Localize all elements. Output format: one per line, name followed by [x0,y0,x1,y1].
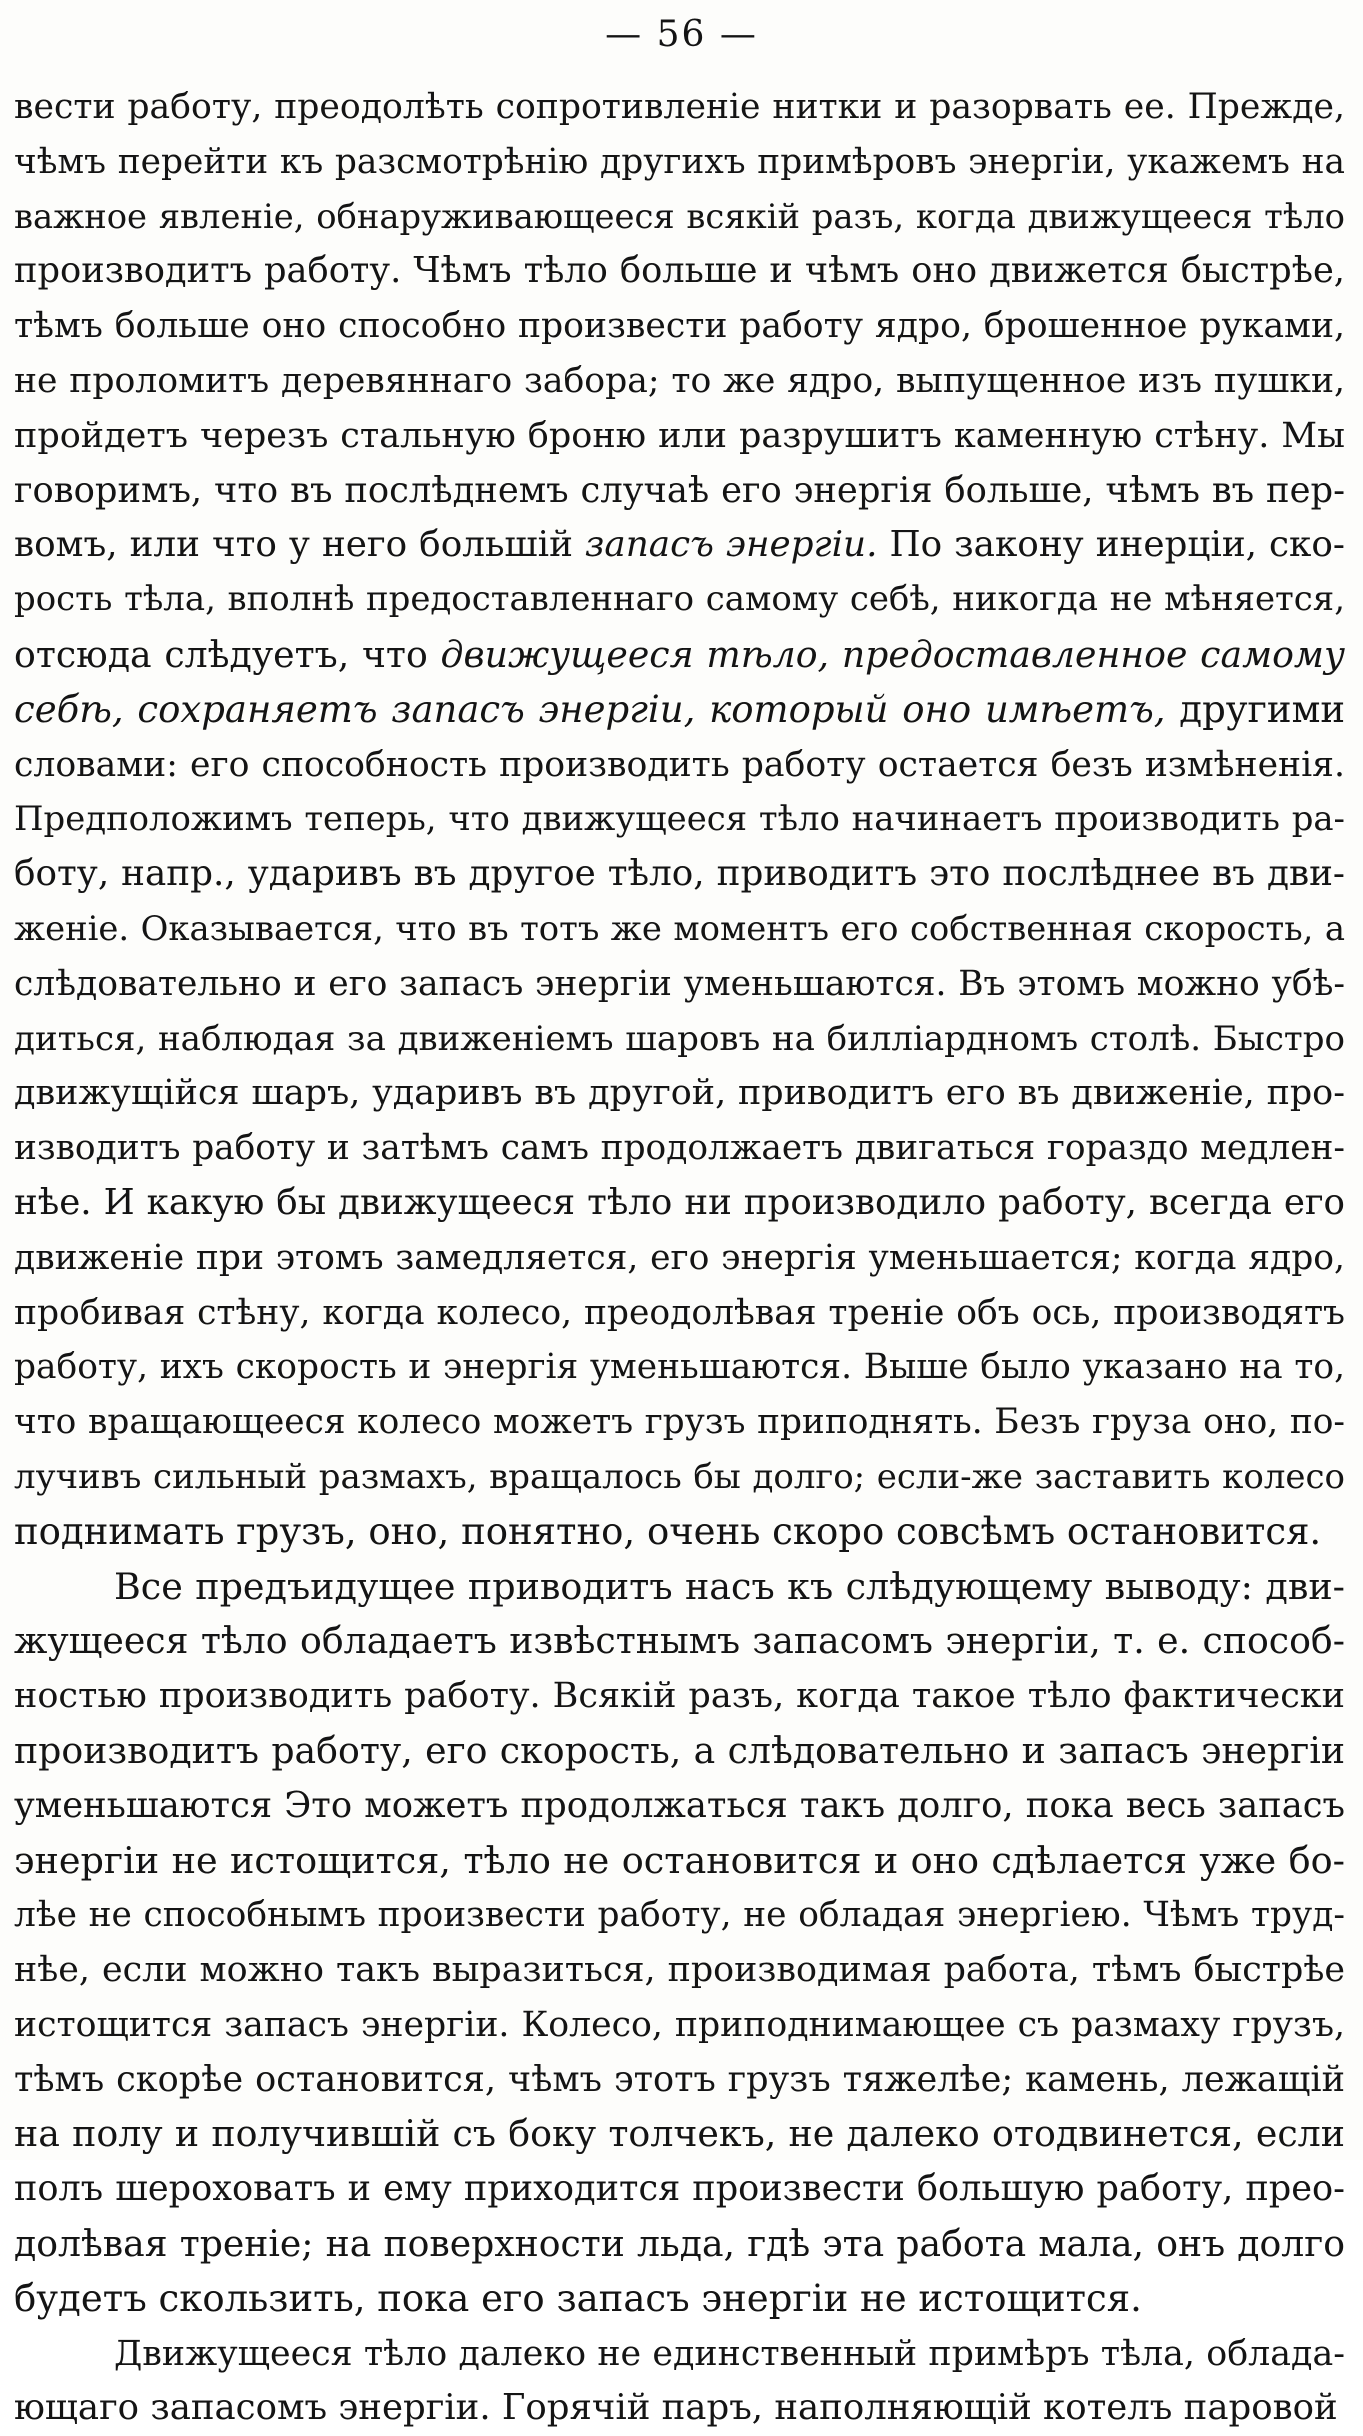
text-line [14,1888,1345,1943]
text-line [14,1066,1345,1121]
paragraph [14,1560,1345,2327]
text-segment: вомъ, или что у него большій [14,524,585,566]
text-segment: словами: его способность производить работу остается безъ измѣненія. [14,744,1345,785]
text-line [14,573,1345,628]
page-number: — 56 — [605,14,758,55]
text-segment: ющаго запасомъ энергіи. Горячій паръ, наполняющій котелъ паровой [14,2387,1338,2429]
text-segment: отсюда слѣдуетъ, что [14,632,441,676]
text-line [14,738,1345,793]
italic-text: запасъ энергіи. [584,524,878,566]
text-line [14,957,1345,1012]
text-line [14,1012,1345,1067]
text-segment: изводитъ работу и затѣмъ самъ продолжаетъ двигаться гораздо медлен- [14,1128,1345,1169]
text-segment: движущійся шаръ, ударивъ въ другой, приводитъ его въ движеніе, про- [14,1073,1345,1114]
text-line [14,1669,1345,1724]
text-line [14,1779,1345,1834]
text-segment: работу, ихъ скорость и энергія уменьшаются. Выше было указано на то, [14,1347,1345,1388]
text-segment: производитъ работу. Чѣмъ тѣло больше и чѣмъ оно движется быстрѣе, [14,250,1345,292]
text-segment: тѣмъ скорѣе остановится, чѣмъ этотъ грузъ тяжелѣе; камень, лежащій [14,2058,1345,2100]
text-segment: лѣе не способнымъ произвести работу, не обладая энергіею. Чѣмъ труд- [14,1895,1345,1936]
text-line [14,1943,1345,1998]
text-segment: тѣмъ больше оно способно произвести работу ядро, брошенное руками, [14,306,1345,347]
text-line [14,1395,1345,1450]
italic-text: себѣ, сохраняетъ запасъ энергіи, который оно имѣетъ, [14,687,1166,731]
text-segment: производитъ работу, его скорость, а слѣдовательно и запасъ энергіи [14,1728,1345,1772]
text-line [14,628,1345,683]
text-segment: уменьшаются Это можетъ продолжаться такъ долго, пока весь запасъ [14,1784,1345,1826]
text-line [14,464,1345,519]
text-line [14,1834,1345,1889]
text-segment: диться, наблюдая за движеніемъ шаровъ на билліардномъ столѣ. Быстро [14,1018,1345,1059]
text-line [14,1560,1345,1615]
text-line [14,1724,1345,1779]
text-line [14,1450,1345,1505]
text-line [14,135,1345,190]
text-segment: лучивъ сильный размахъ, вращалось бы долго; если-же заставить колесо [14,1456,1345,1497]
paragraph [14,80,1345,1560]
text-segment: слѣдовательно и его запасъ энергіи уменьшаются. Въ этомъ можно убѣ- [14,963,1345,1004]
italic-text: движущееся тѣло, предоставленное самому [440,632,1345,676]
text-segment: истощится запасъ энергіи. Колесо, приподнимающее съ размаху грузъ, [14,2004,1345,2045]
text-line [14,354,1345,409]
text-segment: будетъ скользить, пока его запасъ энергіи не истощится. [14,2276,1142,2320]
text-segment: полъ шероховатъ и ему приходится произвести большую работу, прео- [14,2168,1345,2210]
text-line [14,190,1345,245]
text-segment: пробивая стѣну, когда колесо, преодолѣвая треніе объ ось, производятъ [14,1292,1345,1333]
text-segment: Движущееся тѣло далеко не единственный примѣръ тѣла, облада- [114,2333,1345,2374]
text-line [14,518,1345,573]
text-line [14,80,1345,135]
text-line [14,2107,1345,2162]
text-line [14,2162,1345,2217]
text-line [14,683,1345,738]
text-line [14,1231,1345,1286]
text-segment: пройдетъ черезъ стальную броню или разрушитъ каменную стѣну. Мы [14,415,1345,456]
text-segment: не проломитъ деревяннаго забора; то же ядро, выпущенное изъ пушки, [14,360,1345,401]
text-line [14,2381,1345,2436]
text-line [14,2053,1345,2108]
text-segment: боту, напр., ударивъ въ другое тѣло, приводитъ это послѣднее въ дви- [14,853,1345,895]
text-segment: нѣе, если можно такъ выразиться, производимая работа, тѣмъ быстрѣе [14,1950,1345,1991]
text-segment: чѣмъ перейти къ разсмотрѣнію другихъ примѣровъ энергіи, укажемъ на [14,141,1345,182]
paragraph [14,2327,1345,2436]
text-segment: жущееся тѣло обладаетъ извѣстнымъ запасомъ энергіи, т. е. способ- [14,1619,1345,1663]
text-line [14,1176,1345,1231]
text-line [14,1614,1345,1669]
text-segment: Все предъидущее приводитъ насъ къ слѣдующему выводу: дви- [114,1564,1345,1608]
text-line [14,1505,1345,1560]
text-segment: женіе. Оказывается, что въ тотъ же моментъ его собственная скорость, а [14,908,1345,948]
text-segment: энергіи не истощится, тѣло не остановится и оно сдѣлается уже бо- [14,1838,1345,1882]
text-segment: нѣе. И какую бы движущееся тѣло ни производило работу, всегда его [14,1181,1345,1223]
text-segment: говоримъ, что въ послѣднемъ случаѣ его энергія больше, чѣмъ въ пер- [14,469,1345,511]
text-line [14,244,1345,299]
text-line [14,847,1345,902]
text-line [14,2272,1345,2327]
text-line [14,902,1345,957]
text-segment: ностью производить работу. Всякій разъ, когда такое тѣло фактически [14,1676,1345,1717]
text-line [14,409,1345,464]
text-segment: вести работу, преодолѣть сопротивленіе нитки и разорвать ее. Прежде, [14,87,1345,127]
text-segment: долѣвая треніе; на поверхности льда, гдѣ эта работа мала, онъ долго [14,2222,1345,2266]
text-line [14,1121,1345,1176]
text-segment: поднимать грузъ, оно, понятно, очень скоро совсѣмъ остановится. [14,1509,1322,1553]
text-line [14,1286,1345,1341]
text-segment: другими [1165,687,1345,731]
text-line [14,1998,1345,2053]
text-segment: движеніе при этомъ замедляется, его энергія уменьшается; когда ядро, [14,1237,1345,1278]
text-segment: на полу и получившій съ боку толчекъ, не далеко отодвинется, если [14,2112,1345,2156]
text-segment: По закону инерціи, ско- [877,524,1345,566]
text-segment: что вращающееся колесо можетъ грузъ приподнять. Безъ груза оно, по- [14,1402,1345,1443]
text-line [14,2327,1345,2382]
text-segment: Предположимъ теперь, что движущееся тѣло начинаетъ производить ра- [14,799,1345,839]
text-segment: важное явленіе, обнаруживающееся всякій разъ, когда движущееся тѣло [14,196,1345,236]
text-line [14,1340,1345,1395]
text-line [14,792,1345,847]
body-text [14,80,1345,2436]
text-segment: рость тѣла, вполнѣ предоставленнаго самому себѣ, никогда не мѣняется, [14,580,1345,620]
text-line [14,2217,1345,2272]
text-line [14,299,1345,354]
